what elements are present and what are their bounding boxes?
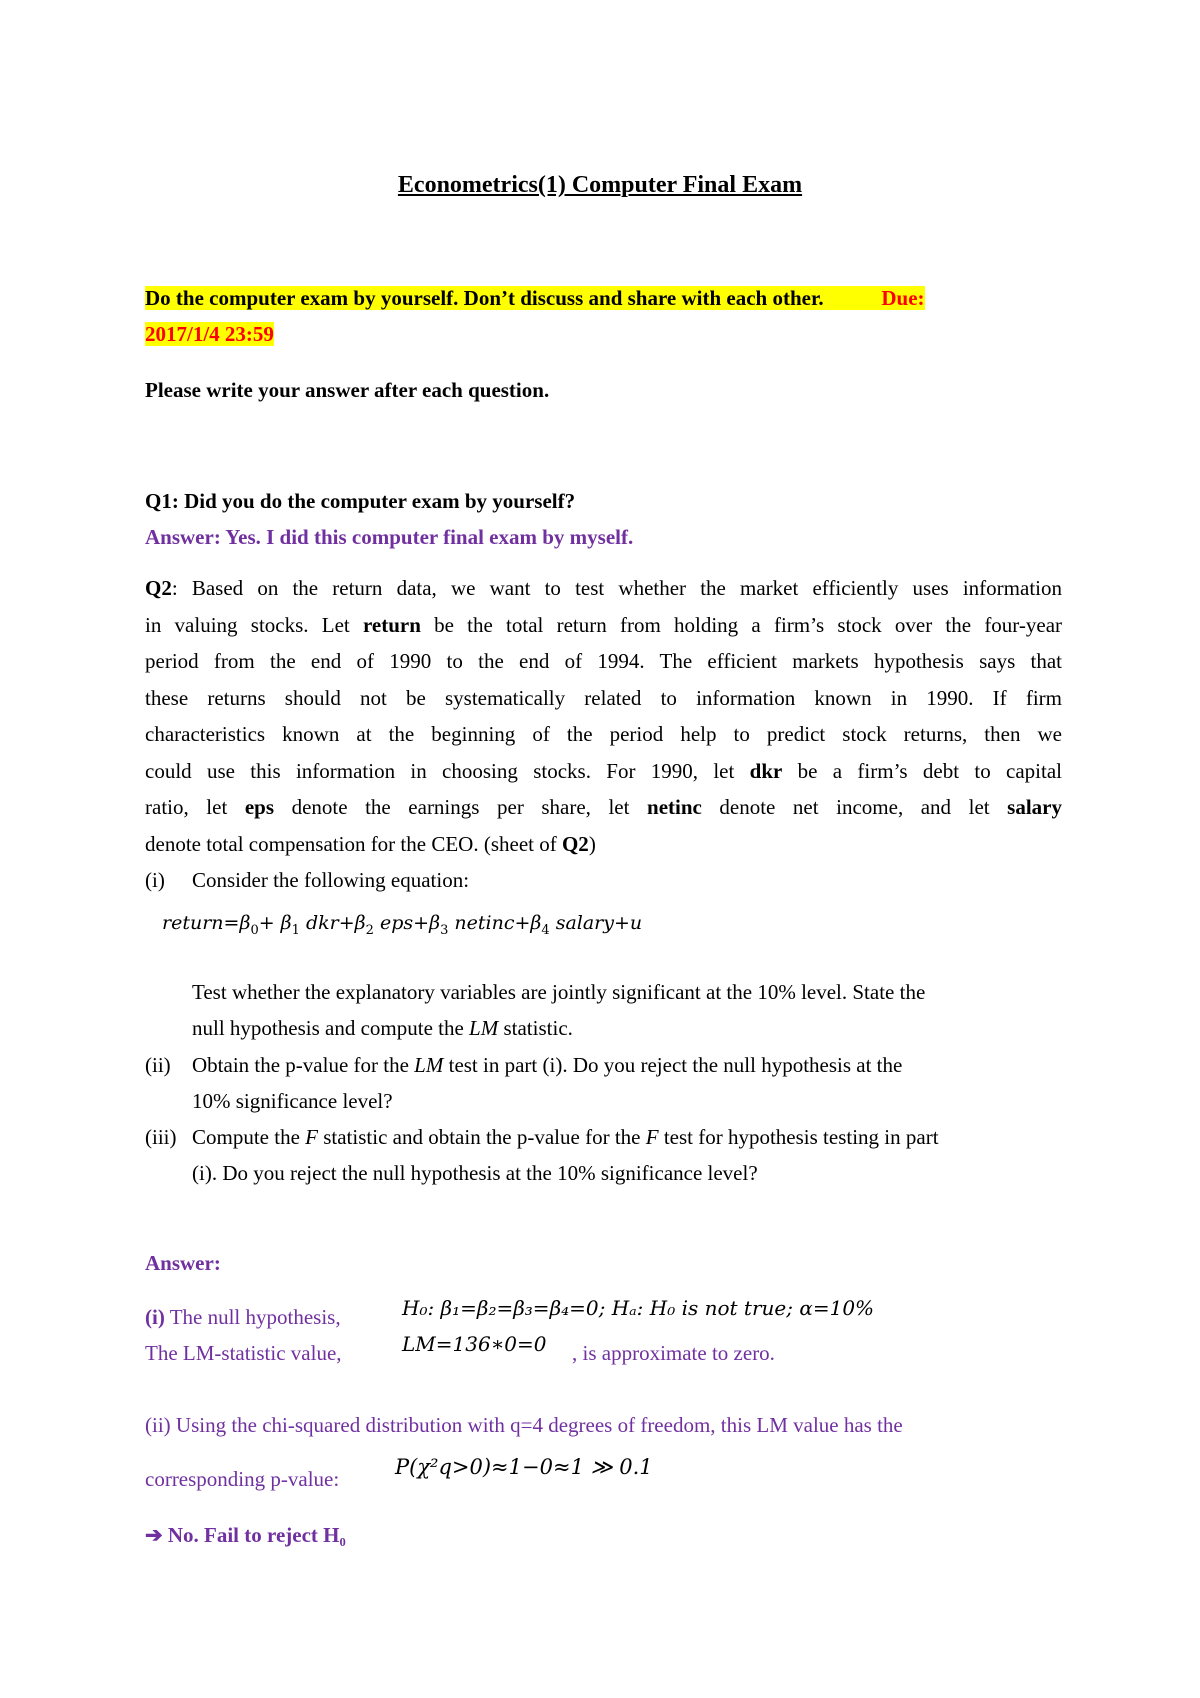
q2-line-2c: be the total return from holding a firm’s stock over the four-year xyxy=(420,612,1063,637)
q2-line-8a: denote total compensation for the CEO. (sheet of xyxy=(145,831,562,856)
q2-label: Q2 xyxy=(145,576,172,600)
var-return: return xyxy=(362,612,421,637)
q2-ii-continuation: 10% significance level? xyxy=(192,1089,393,1113)
q2-iii-label: (iii) xyxy=(145,1125,177,1149)
q2-line-2a: in valuing stocks. Let xyxy=(145,612,363,637)
regression-equation: $return=\beta_0+ \beta_1$ $dkr+\beta_2$ $eps+\beta_3$ $netinc+\beta_4$ salary+u xyxy=(162,912,643,938)
q2-iii-continuation: (i). Do you reject the null hypothesis at the 10% significance level? xyxy=(192,1161,758,1185)
instruction-line xyxy=(145,280,925,317)
q2-ii-text: Obtain the p-value for the LM test in part (i). Do you reject the null hypothesis at the xyxy=(192,1053,903,1077)
p-value-formula: P(χ²q>0)≈1−0≈1 ≫ 0.1 xyxy=(395,1455,653,1479)
answer-ii-line-1: (ii) Using the chi-squared distribution with q=4 degrees of freedom, this LM value has the xyxy=(145,1413,903,1437)
lm-text: The LM-statistic value, xyxy=(145,1341,342,1365)
q2-line-6a: could use this information in choosing stocks. For 1990, let xyxy=(145,758,750,783)
due-date: 2017/1/4 23:59 xyxy=(145,322,274,346)
due-label: Due: xyxy=(881,286,925,310)
page-title: Econometrics(1) Computer Final Exam xyxy=(397,172,803,198)
instruction-text: Do the computer exam by yourself. Don’t discuss and share with each other. xyxy=(145,286,824,310)
var-dkr: dkr xyxy=(749,758,783,783)
q1-question: Q1: Did you do the computer exam by yourself? xyxy=(145,489,576,513)
q2-line-3: period from the end of 1990 to the end of 1994. The efficient markets hypothesis says that xyxy=(145,649,1062,673)
answer-i-label: (i) xyxy=(145,1305,165,1329)
q2-sheet-ref: Q2 xyxy=(561,831,589,856)
lm-suffix: , is approximate to zero. xyxy=(572,1341,775,1365)
q2-line-5: characteristics known at the beginning of the period help to predict stock returns, then we xyxy=(145,722,1062,746)
var-netinc: netinc xyxy=(647,795,702,819)
q2-line-8c: ) xyxy=(588,831,596,856)
h0-formula: H₀: β₁=β₂=β₃=β₄=0; Hₐ: H₀ is not true; α=10% xyxy=(402,1296,875,1320)
q2-i-continuation-2: null hypothesis and compute the LM statistic. xyxy=(192,1016,573,1040)
q2-i-continuation-1: Test whether the explanatory variables are jointly significant at the 10% level. State the xyxy=(192,980,926,1004)
answer-i-text: The null hypothesis, xyxy=(164,1305,341,1329)
lm-formula: LM=136∗0=0 xyxy=(402,1332,547,1356)
answer-ii-line-2: corresponding p-value: xyxy=(145,1467,340,1491)
q2-line-7c: denote the earnings per share, let xyxy=(274,795,648,819)
q2-line-7e: denote net income, and let xyxy=(701,795,1008,819)
q2-line-7a: ratio, let xyxy=(145,795,245,819)
arrow-right-icon: ➔ xyxy=(145,1523,163,1547)
q1-answer: Answer: Yes. I did this computer final exam by myself. xyxy=(145,525,634,549)
q2-line-4: these returns should not be systematically related to information known in 1990. If firm xyxy=(145,685,1062,710)
q2-i-label: (i) xyxy=(145,868,165,892)
conclusion-line xyxy=(145,1517,346,1554)
q2-paragraph xyxy=(145,570,1062,862)
var-eps: eps xyxy=(244,795,275,819)
due-date-line xyxy=(145,316,274,353)
conclusion-text: No. Fail to reject H₀ xyxy=(167,1523,346,1547)
q2-line-6c: be a firm’s debt to capital xyxy=(782,758,1062,783)
q2-i-text: Consider the following equation: xyxy=(192,868,470,892)
answer-heading: Answer: xyxy=(145,1251,221,1275)
q2-ii-label: (ii) xyxy=(145,1053,171,1077)
answer-note: Please write your answer after each question. xyxy=(145,378,550,402)
q2-iii-text: Compute the F statistic and obtain the p-value for the F test for hypothesis testing in part xyxy=(192,1125,939,1149)
q2-line-1: : Based on the return data, we want to test whether the market efficiently uses information xyxy=(171,576,1062,600)
answer-i-line xyxy=(145,1299,341,1336)
var-salary: salary xyxy=(1007,795,1062,819)
